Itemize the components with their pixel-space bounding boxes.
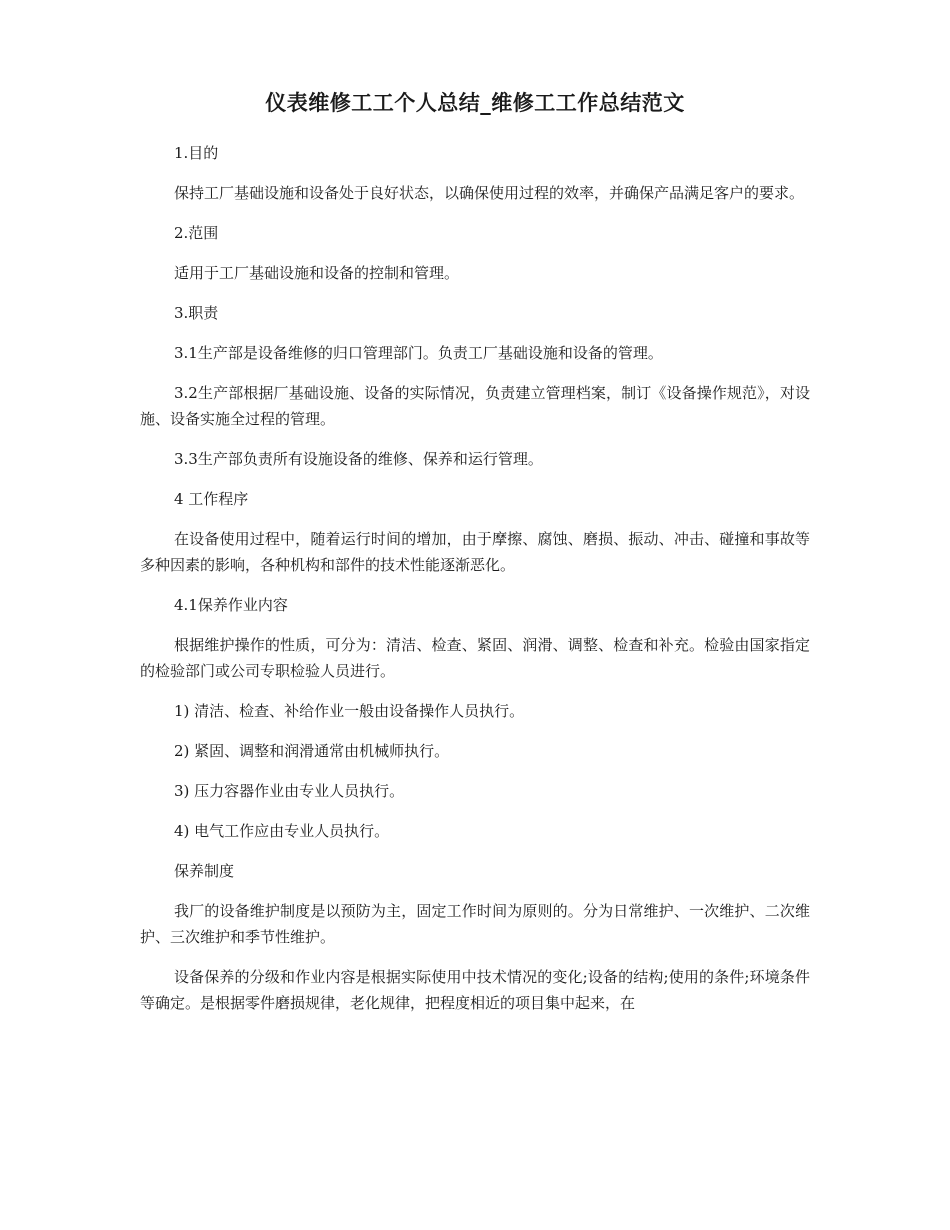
section-heading-responsibilities: 3.职责	[174, 304, 219, 322]
paragraph-responsibility-3-3: 3.3生产部负责所有设施设备的维修、保养和运行管理。	[174, 450, 543, 468]
paragraph-scope: 适用于工厂基础设施和设备的控制和管理。	[174, 264, 460, 282]
subsection-heading-maintenance-content: 4.1保养作业内容	[174, 596, 288, 614]
list-item-3: 3) 压力容器作业由专业人员执行。	[174, 782, 405, 800]
paragraph-maintenance-system: 我厂的设备维护制度是以预防为主，固定工作时间为原则的。分为日常维护、一次维护、二次维护、三次维护和季节性维护。	[140, 902, 810, 946]
list-item-2: 2) 紧固、调整和润滑通常由机械师执行。	[174, 742, 450, 760]
section-heading-purpose: 1.目的	[174, 144, 219, 162]
section-heading-maintenance-system: 保养制度	[174, 862, 235, 880]
section-heading-scope: 2.范围	[174, 224, 219, 242]
paragraph-maintenance-content: 根据维护操作的性质，可分为：清洁、检查、紧固、润滑、调整、检查和补充。检验由国家指定的检验部门或公司专职检验人员进行。	[140, 636, 810, 680]
section-heading-procedure: 4 工作程序	[174, 490, 249, 508]
paragraph-responsibility-3-2: 3.2生产部根据厂基础设施、设备的实际情况，负责建立管理档案，制订《设备操作规范》，对设施、设备实施全过程的管理。	[140, 384, 810, 428]
list-item-4: 4) 电气工作应由专业人员执行。	[174, 822, 390, 840]
paragraph-procedure-intro: 在设备使用过程中，随着运行时间的增加，由于摩擦、腐蚀、磨损、振动、冲击、碰撞和事故等多种因素的影响，各种机构和部件的技术性能逐渐恶化。	[140, 530, 810, 574]
list-item-1: 1) 清洁、检查、补给作业一般由设备操作人员执行。	[174, 702, 525, 720]
paragraph-responsibility-3-1: 3.1生产部是设备维修的归口管理部门。负责工厂基础设施和设备的管理。	[174, 344, 663, 362]
document-title: 仪表维修工工个人总结_维修工工作总结范文	[265, 91, 685, 115]
paragraph-purpose: 保持工厂基础设施和设备处于良好状态，以确保使用过程的效率，并确保产品满足客户的要求。	[174, 184, 805, 202]
paragraph-maintenance-grading: 设备保养的分级和作业内容是根据实际使用中技术情况的变化;设备的结构;使用的条件;环境条件等确定。是根据零件磨损规律，老化规律，把程度相近的项目集中起来，在	[140, 968, 810, 1012]
